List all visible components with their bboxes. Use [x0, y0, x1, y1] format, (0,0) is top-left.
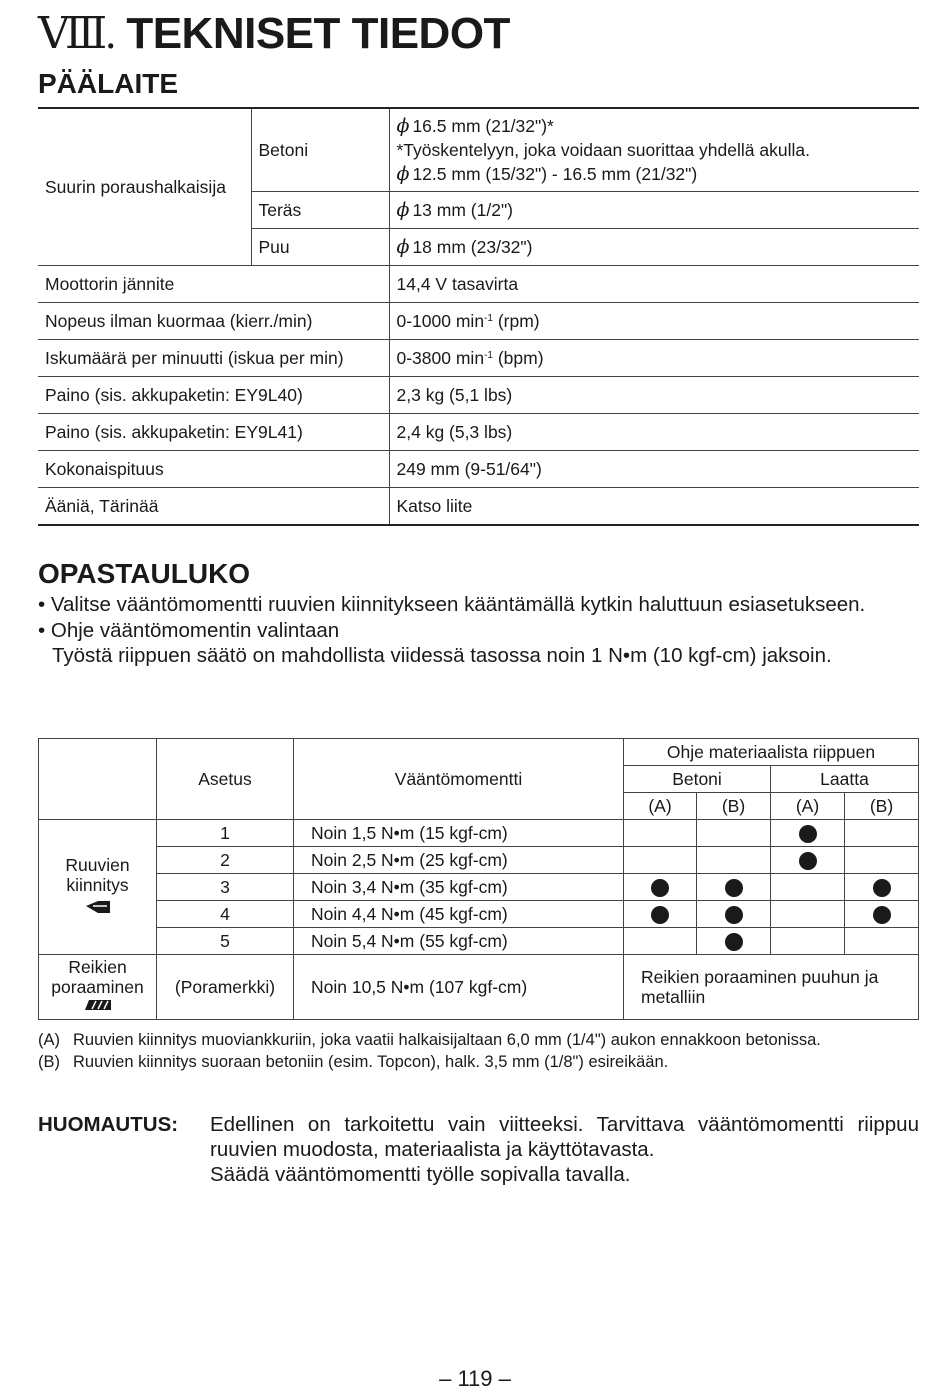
- wood-value: [389, 229, 919, 266]
- screwdriver-icon: [84, 899, 112, 915]
- mark-cell: [697, 874, 771, 901]
- torque-value: Noin 4,4 N•m (45 kgf-cm): [294, 901, 624, 928]
- recommended-dot: [725, 933, 743, 951]
- noise-value: Katso liite: [389, 488, 919, 526]
- note-a-text: Ruuvien kiinnitys muoviankkuriin, joka vaatii halkaisijaltaan 6,0 mm (1/4") aukon ennakkoon betonissa.: [73, 1031, 821, 1049]
- impacts-value-sup: -1: [484, 349, 493, 361]
- concrete-line3: 12.5 mm (15/32") - 16.5 mm (21/32"): [412, 164, 698, 184]
- remark-line1: Edellinen on tarkoitettu vain viitteeksi. Tarvittava vääntömomentti riippuu ruuvien muodosta, materiaalista ja käyttötavasta.: [210, 1113, 919, 1161]
- bullet-2: • Ohje vääntömomentin valintaan: [38, 618, 340, 642]
- impacts-label: Iskumäärä per minuutti (iskua per min): [38, 340, 389, 377]
- table-row: [39, 874, 919, 901]
- mark-cell: [697, 820, 771, 847]
- mark-cell: [845, 820, 919, 847]
- header-torque: Vääntömomentti: [294, 739, 624, 820]
- table-row: [39, 820, 919, 847]
- drill-setting: (Poramerkki): [157, 955, 294, 1020]
- note-b-text: Ruuvien kiinnitys suoraan betoniin (esim. Topcon), halk. 3,5 mm (1/8") esireikään.: [73, 1052, 669, 1071]
- header-concrete: Betoni: [624, 766, 771, 793]
- steel-value-text: 13 mm (1/2"): [412, 200, 513, 220]
- mark-cell: [771, 901, 845, 928]
- guide-heading: OPASTAULUKO: [38, 558, 251, 589]
- torque-value: Noin 5,4 N•m (55 kgf-cm): [294, 928, 624, 955]
- mark-cell: [624, 847, 697, 874]
- torque-value: Noin 3,4 N•m (35 kgf-cm): [294, 874, 624, 901]
- setting-value: 3: [157, 874, 294, 901]
- drill-bit-icon: [83, 997, 113, 1013]
- recommended-dot: [799, 825, 817, 843]
- mark-cell: [697, 901, 771, 928]
- drill-diameter-label: Suurin poraushalkaisija: [38, 108, 251, 266]
- recommended-dot: [651, 879, 669, 897]
- mark-cell: [697, 847, 771, 874]
- drill-mode-label: Reikien poraaminen: [51, 956, 144, 997]
- wood-value-text: 18 mm (23/32"): [412, 237, 533, 257]
- concrete-line1: 16.5 mm (21/32")*: [412, 116, 554, 136]
- section-number: Ⅷ.: [38, 9, 115, 58]
- weight2-value: 2,4 kg (5,3 lbs): [389, 414, 919, 451]
- note-a-label: (A): [38, 1031, 60, 1049]
- specs-table: [38, 107, 919, 526]
- header-blank: [39, 739, 157, 820]
- weight2-label: Paino (sis. akkupaketin: EY9L41): [38, 414, 389, 451]
- speed-value-sup: -1: [484, 312, 493, 324]
- mark-cell: [697, 928, 771, 955]
- mark-cell: [845, 874, 919, 901]
- diameter-icon: ϕ: [396, 199, 410, 221]
- setting-value: 4: [157, 901, 294, 928]
- mark-cell: [624, 874, 697, 901]
- mark-cell: [845, 928, 919, 955]
- speed-value-main: 0-1000 min: [396, 310, 485, 331]
- header-tile-b: (B): [845, 793, 919, 820]
- concrete-label: Betoni: [251, 108, 389, 192]
- mark-cell: [845, 847, 919, 874]
- table-row: [39, 928, 919, 955]
- impacts-value-main: 0-3800 min: [396, 347, 485, 368]
- wood-label: Puu: [251, 229, 389, 266]
- voltage-value: 14,4 V tasavirta: [389, 266, 919, 303]
- header-concrete-b: (B): [697, 793, 771, 820]
- steel-value: [389, 192, 919, 229]
- steel-label: Teräs: [251, 192, 389, 229]
- recommended-dot: [725, 906, 743, 924]
- mark-cell: [771, 928, 845, 955]
- setting-value: 5: [157, 928, 294, 955]
- concrete-line2: *Työskentelyyn, joka voidaan suorittaa yhdellä akulla.: [396, 140, 810, 160]
- header-concrete-a: (A): [624, 793, 697, 820]
- concrete-value: [389, 108, 919, 192]
- mark-cell: [771, 847, 845, 874]
- header-tile-a: (A): [771, 793, 845, 820]
- screw-mode-cell: [39, 820, 157, 955]
- mark-cell: [845, 901, 919, 928]
- remark-text: [210, 1112, 919, 1187]
- drill-torque: Noin 10,5 N•m (107 kgf-cm): [294, 955, 624, 1020]
- section-title: [38, 8, 510, 59]
- impacts-value: [389, 340, 919, 377]
- remark: [38, 1112, 919, 1187]
- header-material: Ohje materiaalista riippuen: [624, 739, 919, 766]
- bullet-2-detail: Työstä riippuen säätö on mahdollista viidessä tasossa noin 1 N•m (10 kgf-cm) jaksoin.: [52, 644, 832, 667]
- speed-label: Nopeus ilman kuormaa (kierr./min): [38, 303, 389, 340]
- table-row: [39, 847, 919, 874]
- table-row: [39, 901, 919, 928]
- drill-material-note: Reikien poraaminen puuhun ja metalliin: [624, 955, 919, 1020]
- mark-cell: [771, 820, 845, 847]
- setting-value: 1: [157, 820, 294, 847]
- remark-line2: Säädä vääntömomentti työlle sopivalla tavalla.: [210, 1163, 631, 1186]
- length-label: Kokonaispituus: [38, 451, 389, 488]
- note-b-label: (B): [38, 1052, 60, 1071]
- recommended-dot: [799, 852, 817, 870]
- drill-mode-cell: [39, 955, 157, 1020]
- mark-cell: [771, 874, 845, 901]
- torque-value: Noin 1,5 N•m (15 kgf-cm): [294, 820, 624, 847]
- main-unit-heading: PÄÄLAITE: [38, 68, 178, 99]
- speed-value-unit: (rpm): [492, 310, 540, 331]
- recommended-dot: [725, 879, 743, 897]
- recommended-dot: [873, 879, 891, 897]
- header-tile: Laatta: [771, 766, 919, 793]
- length-value: 249 mm (9-51/64"): [389, 451, 919, 488]
- section-title-text: TEKNISET TIEDOT: [126, 9, 510, 58]
- recommended-dot: [873, 906, 891, 924]
- mark-cell: [624, 901, 697, 928]
- voltage-label: Moottorin jännite: [38, 266, 389, 303]
- guide-bullets: [38, 592, 919, 669]
- weight1-value: 2,3 kg (5,1 lbs): [389, 377, 919, 414]
- recommended-dot: [651, 906, 669, 924]
- header-setting: Asetus: [157, 739, 294, 820]
- screw-mode-label: Ruuvien kiinnitys: [65, 854, 130, 895]
- table-notes: [38, 1030, 919, 1073]
- setting-value: 2: [157, 847, 294, 874]
- torque-table: [38, 738, 919, 1020]
- table-row: [39, 955, 919, 1020]
- diameter-icon: ϕ: [396, 115, 410, 137]
- speed-value: [389, 303, 919, 340]
- torque-value: Noin 2,5 N•m (25 kgf-cm): [294, 847, 624, 874]
- weight1-label: Paino (sis. akkupaketin: EY9L40): [38, 377, 389, 414]
- noise-label: Ääniä, Tärinää: [38, 488, 389, 526]
- bullet-1: • Valitse vääntömomentti ruuvien kiinnitykseen kääntämällä kytkin haluttuun esiasetukseen.: [38, 593, 866, 616]
- remark-label: HUOMAUTUS:: [38, 1113, 179, 1136]
- page-number: – 119 –: [439, 1366, 511, 1391]
- mark-cell: [624, 820, 697, 847]
- diameter-icon: ϕ: [396, 163, 410, 185]
- mark-cell: [624, 928, 697, 955]
- impacts-value-unit: (bpm): [492, 347, 544, 368]
- diameter-icon: ϕ: [396, 236, 410, 258]
